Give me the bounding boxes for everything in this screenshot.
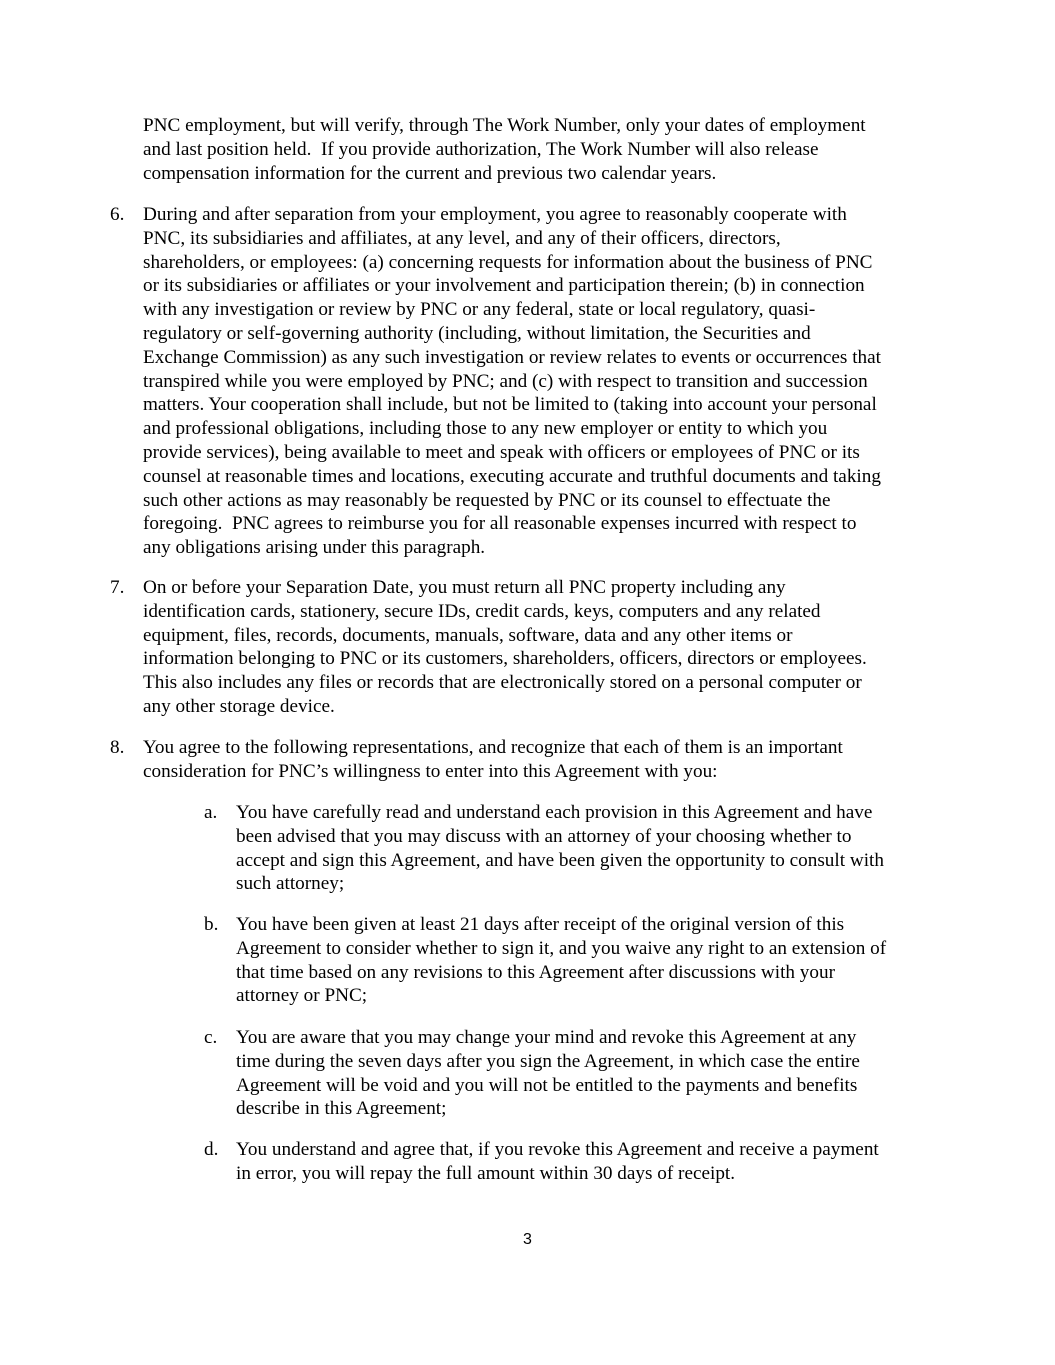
text-line: any obligations arising under this paragraph. [143, 537, 486, 559]
text-line: PNC employment, but will verify, through The Work Number, only your dates of employment [143, 115, 866, 136]
text-line: regulatory or self-governing authority (including, without limitation, the Securities and [143, 322, 811, 344]
item-7-paragraph [143, 576, 867, 719]
text-line: or its subsidiaries or affiliates or your involvement and participation therein; (b) in connection [143, 275, 865, 297]
text-line: been advised that you may discuss with an attorney of your choosing whether to [236, 825, 852, 847]
text-line: with any investigation or review by PNC or any federal, state or local regulatory, quasi- [143, 299, 816, 321]
text-line: describe in this Agreement; [236, 1098, 447, 1120]
text-line: such other actions as may reasonably be requested by PNC or its counsel to effectuate the [143, 489, 831, 511]
text-line: attorney or PNC; [236, 985, 368, 1007]
text-line: You are aware that you may change your mind and revoke this Agreement at any [236, 1027, 857, 1048]
text-line: During and after separation from your employment, you agree to reasonably cooperate with [143, 204, 847, 225]
text-line: time during the seven days after you sign the Agreement, in which case the entire [236, 1050, 860, 1072]
subitem-b-letter: b. [204, 914, 219, 935]
text-line: such attorney; [236, 873, 345, 895]
text-line: You agree to the following representations, and recognize that each of them is an important [143, 737, 843, 758]
text-line: Agreement to consider whether to sign it, and you waive any right to an extension of [236, 937, 887, 959]
text-line: You have carefully read and understand each provision in this Agreement and have [236, 802, 873, 823]
text-line: On or before your Separation Date, you must return all PNC property including any [143, 577, 786, 598]
text-line: You understand and agree that, if you revoke this Agreement and receive a payment [236, 1139, 879, 1160]
text-line: transpired while you were employed by PNC; and (c) with respect to transition and succession [143, 370, 868, 392]
subitem-a-letter: a. [204, 802, 218, 823]
text-line: equipment, files, records, documents, manuals, software, data and any other items or [143, 624, 793, 646]
text-line: shareholders, or employees: (a) concerning requests for information about the business of PNC [143, 251, 873, 273]
item-8-paragraph [143, 736, 843, 784]
continuation-paragraph [143, 114, 866, 185]
text-line: consideration for PNC’s willingness to enter into this Agreement with you: [143, 760, 718, 782]
text-line: counsel at reasonable times and locations, executing accurate and truthful documents and taking [143, 465, 881, 487]
item-6-paragraph [143, 203, 881, 560]
text-line: and last position held. If you provide authorization, The Work Number will also release [143, 138, 819, 160]
text-line: You have been given at least 21 days after receipt of the original version of this [236, 914, 845, 935]
subitem-c-letter: c. [204, 1027, 218, 1048]
subitem-b-paragraph [236, 913, 886, 1008]
text-line: any other storage device. [143, 695, 335, 717]
text-line: identification cards, stationery, secure IDs, credit cards, keys, computers and any related [143, 600, 821, 622]
subitem-a-paragraph [236, 801, 884, 896]
text-line: provide services), being available to meet and speak with officers or employees of PNC or its [143, 441, 860, 463]
text-line: matters. Your cooperation shall include, but not be limited to (taking into account your personal [143, 394, 877, 416]
text-line: compensation information for the current and previous two calendar years. [143, 162, 717, 184]
text-line: information belonging to PNC or its customers, shareholders, officers, directors or employees. [143, 648, 867, 670]
text-line: PNC, its subsidiaries and affiliates, at any level, and any of their officers, directors, [143, 227, 781, 249]
item-8-number: 8. [110, 737, 125, 758]
text-line: and professional obligations, including those to any new employer or entity to which you [143, 418, 828, 440]
text-line: foregoing. PNC agrees to reimburse you for all reasonable expenses incurred with respect to [143, 513, 857, 535]
text-line: accept and sign this Agreement, and have been given the opportunity to consult with [236, 849, 884, 871]
item-7-number: 7. [110, 577, 125, 598]
item-6-number: 6. [110, 204, 125, 225]
text-line: Exchange Commission) as any such investigation or review relates to events or occurrences that [143, 346, 881, 368]
subitem-c-paragraph [236, 1026, 860, 1121]
text-line: Agreement will be void and you will not be entitled to the payments and benefits [236, 1074, 858, 1096]
text-line: that time based on any revisions to this Agreement after discussions with your [236, 961, 835, 983]
text-line: in error, you will repay the full amount within 30 days of receipt. [236, 1162, 736, 1184]
page-number: 3 [523, 1231, 532, 1248]
subitem-d-letter: d. [204, 1139, 219, 1160]
text-line: This also includes any files or records that are electronically stored on a personal computer or [143, 672, 862, 694]
subitem-d-paragraph [236, 1138, 879, 1186]
